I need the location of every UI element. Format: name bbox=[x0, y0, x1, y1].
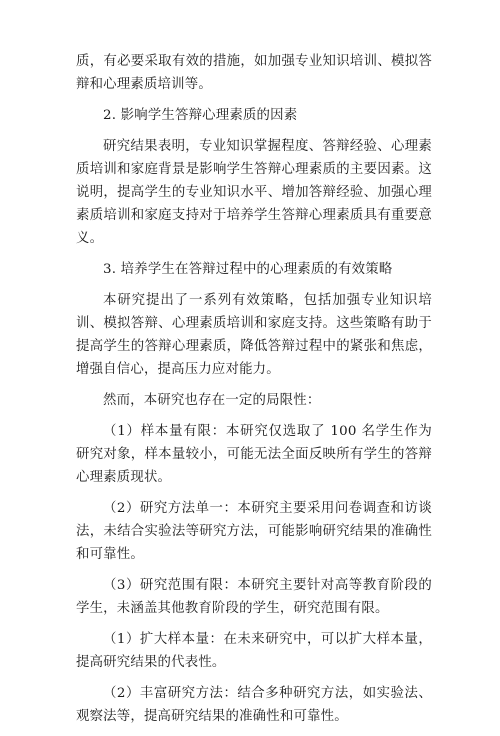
paragraph-factors: 研究结果表明，专业知识掌握程度、答辩经验、心理素质培训和家庭背景是影响学生答辩心理素质的主要因素。这说明，提高学生的专业知识水平、增加答辩经验、加强心理素质培训和家庭支持对于培养学生答辩心理素质具有重要意义。 bbox=[76, 139, 432, 246]
limitation-item-3: （3）研究范围有限：本研究主要针对高等教育阶段的学生，未涵盖其他教育阶段的学生，研究范围有限。 bbox=[76, 578, 432, 616]
limitation-item-1: （1）样本量有限：本研究仅选取了 100 名学生作为研究对象，样本量较小，可能无法全面反映所有学生的答辩心理素质现状。 bbox=[76, 424, 432, 485]
paragraph-strategies: 本研究提出了一系列有效策略，包括加强专业知识培训、模拟答辩、心理素质培训和家庭支持。这些策略有助于提高学生的答辩心理素质，降低答辩过程中的紧张和焦虑，增强自信心，提高压力应对能力。 bbox=[76, 293, 432, 377]
section-heading-3: 3. 培养学生在答辩过程中的心理素质的有效策略 bbox=[103, 262, 393, 277]
limitation-item-2: （2）研究方法单一：本研究主要采用问卷调查和访谈法，未结合实验法等研究方法，可能影响研究结果的准确性和可靠性。 bbox=[76, 501, 432, 562]
future-item-1: （1）扩大样本量：在未来研究中，可以扩大样本量，提高研究结果的代表性。 bbox=[76, 632, 432, 670]
paragraph-limitations-intro: 然而，本研究也存在一定的局限性： bbox=[103, 393, 321, 408]
section-heading-2: 2. 影响学生答辩心理素质的因素 bbox=[103, 108, 298, 123]
future-item-2: （2）丰富研究方法：结合多种研究方法，如实验法、观察法等，提高研究结果的准确性和可靠性。 bbox=[76, 686, 432, 724]
document-body bbox=[76, 50, 432, 736]
paragraph-continuation: 质，有必要采取有效的措施，如加强专业知识培训、模拟答辩和心理素质培训等。 bbox=[76, 54, 432, 92]
